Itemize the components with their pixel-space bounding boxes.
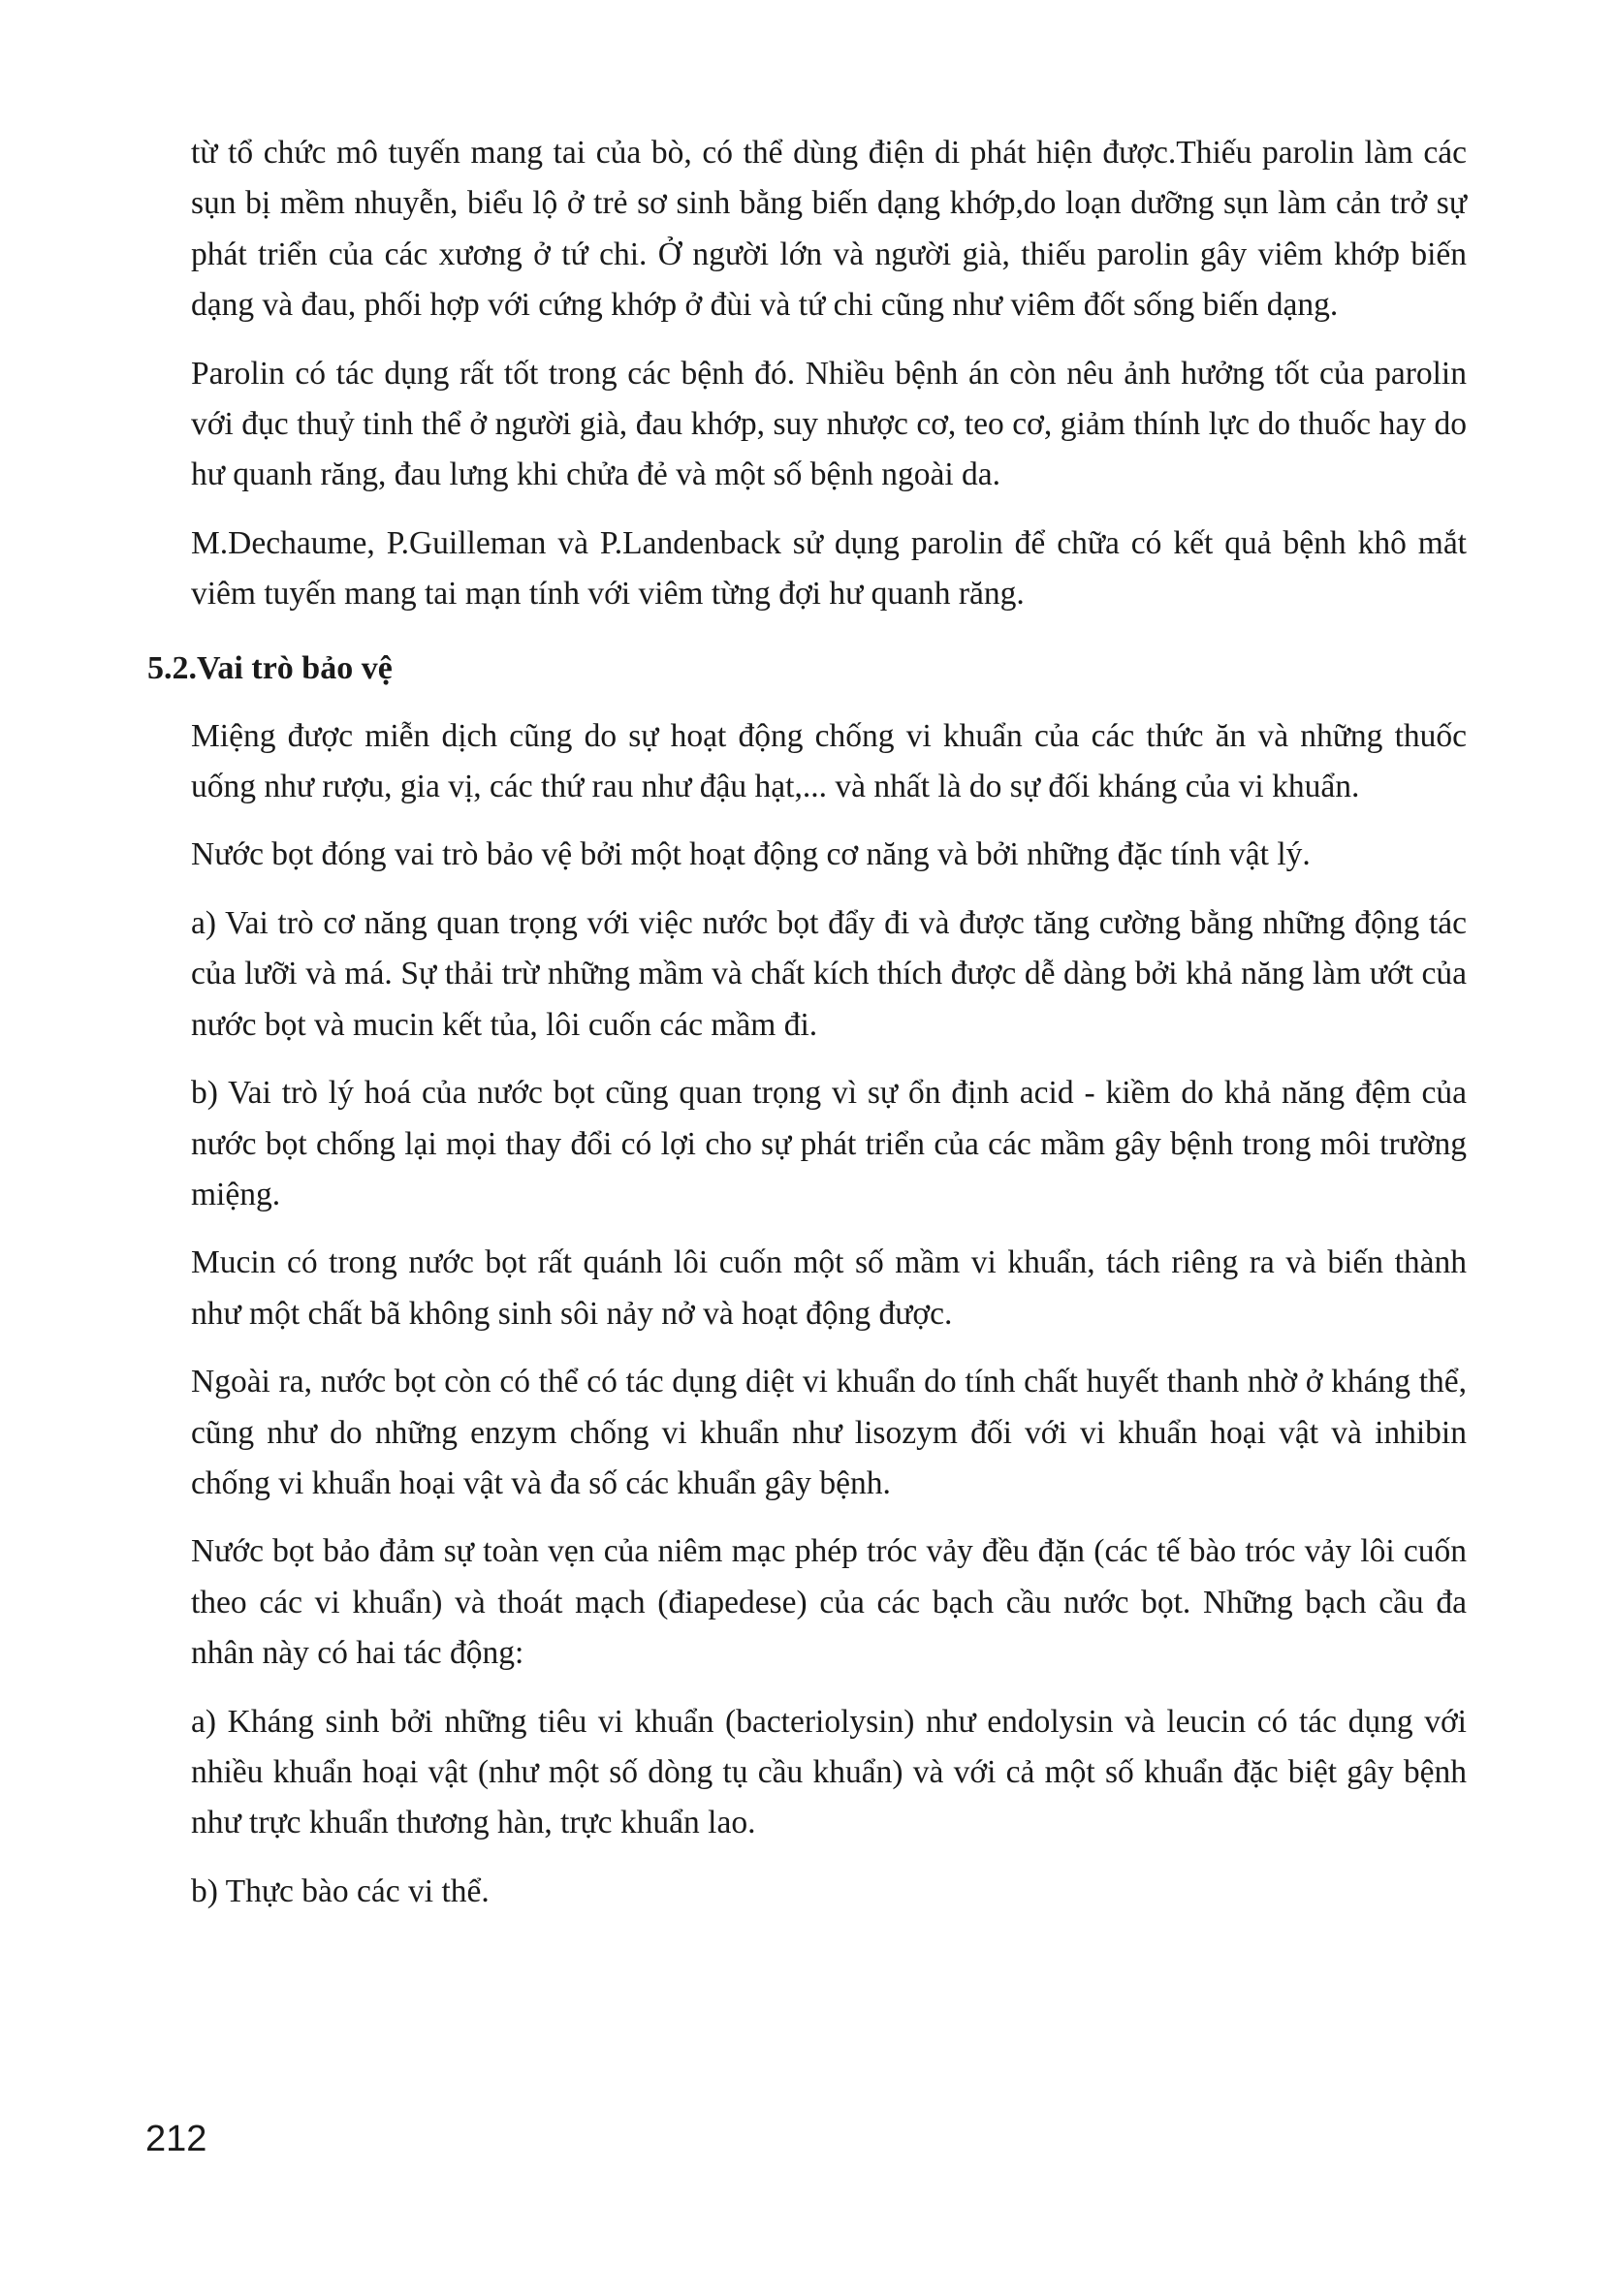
page-number: 212 (145, 2119, 207, 2159)
paragraph-antibiotic-action: a) Kháng sinh bởi những tiêu vi khuẩn (bacteriolysin) như endolysin và leucin có tác dụng với nhiều khuẩn hoại vật (như một số dòng tụ cầu khuẩn) và với cả một số khuẩn đặc biệt gây bệnh như trực khuẩn thương hàn, trực khuẩn lao. (191, 1703, 1467, 1841)
paragraph-parolin-effects: Parolin có tác dụng rất tốt trong các bệnh đó. Nhiều bệnh án còn nêu ảnh hưởng tốt của parolin với đục thuỷ tinh thể ở người già, đau khớp, suy nhược cơ, teo cơ, giảm thính lực do thuốc hay do hư quanh răng, đau lưng khi chửa đẻ và một số bệnh ngoài da. (191, 355, 1467, 493)
paragraph-oral-immunity: Miệng được miễn dịch cũng do sự hoạt động chống vi khuẩn của các thức ăn và những thuốc uống như rượu, gia vị, các thứ rau như đậu hạt,... và nhất là do sự đối kháng của vi khuẩn. (191, 717, 1467, 805)
paragraph-mechanical-role: a) Vai trò cơ năng quan trọng với việc nước bọt đẩy đi và được tăng cường bằng những động tác của lưỡi và má. Sự thải trừ những mầm và chất kích thích được dễ dàng bởi khả năng làm ướt của nước bọt và mucin kết tủa, lôi cuốn các mầm đi. (191, 904, 1467, 1043)
paragraph-mucosa-integrity: Nước bọt bảo đảm sự toàn vẹn của niêm mạc phép tróc vảy đều đặn (các tế bào tróc vảy lôi cuốn theo các vi khuẩn) và thoát mạch (điapedese) của các bạch cầu nước bọt. Những bạch cầu đa nhân này có hai tác động: (191, 1533, 1467, 1672)
page-content (147, 128, 1467, 1934)
paragraph-saliva-protection: Nước bọt đóng vai trò bảo vệ bởi một hoạt động cơ năng và bởi những đặc tính vật lý. (191, 836, 1311, 873)
section-heading-protective-role: 5.2.Vai trò bảo vệ (147, 649, 393, 686)
paragraph-antibacterial: Ngoài ra, nước bọt còn có thể có tác dụng diệt vi khuẩn do tính chất huyết thanh nhờ ở kháng thể, cũng như do những enzym chống vi khuẩn như lisozym đối với vi khuẩn hoại vật và inhibin chống vi khuẩn hoại vật và đa số các khuẩn gây bệnh. (191, 1364, 1467, 1501)
paragraph-phagocytosis: b) Thực bào các vi thể. (191, 1872, 490, 1909)
paragraph-dechaume-study: M.Dechaume, P.Guilleman và P.Landenback sử dụng parolin để chữa có kết quả bệnh khô mắt viêm tuyến mang tai mạn tính với viêm từng đợi hư quanh răng. (191, 524, 1467, 613)
paragraph-parolin-deficiency: từ tổ chức mô tuyến mang tai của bò, có thể dùng điện di phát hiện được.Thiếu parolin làm các sụn bị mềm nhuyễn, biểu lộ ở trẻ sơ sinh bằng biến dạng khớp,do loạn dưỡng sụn làm cản trở sự phát triển của các xương ở tứ chi. Ở người lớn và người già, thiếu parolin gây viêm khớp biến dạng và đau, phối hợp với cứng khớp ở đùi và tứ chi cũng như viêm đốt sống biến dạng. (191, 135, 1467, 324)
paragraph-mucin: Mucin có trong nước bọt rất quánh lôi cuốn một số mầm vi khuẩn, tách riêng ra và biến thành như một chất bã không sinh sôi nảy nở và hoạt động được. (191, 1244, 1467, 1332)
paragraph-physicochemical-role: b) Vai trò lý hoá của nước bọt cũng quan trọng vì sự ổn định acid - kiềm do khả năng đệm của nước bọt chống lại mọi thay đổi có lợi cho sự phát triển của các mầm gây bệnh trong môi trường miệng. (191, 1075, 1467, 1212)
